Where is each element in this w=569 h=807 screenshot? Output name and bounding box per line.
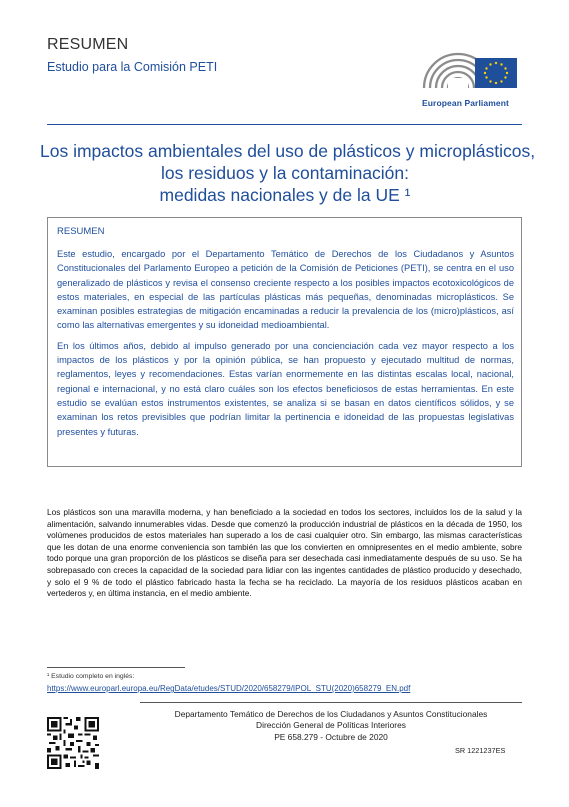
footer-directorate: Dirección General de Políticas Interiores <box>256 720 406 731</box>
title-line-3: medidas nacionales y de la UE ¹ <box>159 185 411 205</box>
abstract-paragraph-2: En los últimos años, debido al impulso generado por una concienciación cada vez mayor respecto a los impactos de los plásticos y por la opinión pública, se han propuesto y ejecutado multitud de normas, reglamentos, leyes y recomendaciones. Estas varían enormemente en las distintas escalas local, nacional, regional e internacional, y no está claro cuáles son los efectos beneficiosos de estas herramientas. En este estudio se evalúan estos instrumentos existentes, se analiza si se basan en datos científicos sólidos, y se examinan los retos previsibles que podrían limitar la pertinencia e idoneidad de las propuestas legislativas presentes y futuras. <box>57 340 514 437</box>
full-study-link[interactable]: https://www.europarl.europa.eu/RegData/etudes/STUD/2020/658279/IPOL_STU(2020)658279_EN.pdf <box>47 684 411 693</box>
document-reference-code: SR 1221237ES <box>455 746 506 755</box>
logo-label: European Parliament <box>422 98 509 108</box>
footer-divider <box>140 702 522 703</box>
document-type-label: RESUMEN <box>47 36 129 53</box>
title-line-1: Los impactos ambientales del uso de plásticos y microplásticos, <box>40 141 536 161</box>
footer-department: Departamento Temático de Derechos de los Ciudadanos y Asuntos Constitucionales <box>174 709 488 719</box>
footer-info <box>140 709 522 743</box>
abstract-heading: RESUMEN <box>57 226 105 237</box>
qr-code-icon <box>47 717 99 769</box>
footnote-divider <box>47 667 185 668</box>
abstract-box <box>47 217 522 467</box>
document-title <box>40 140 536 206</box>
header-divider <box>47 124 522 125</box>
document-subtitle: Estudio para la Comisión PETI <box>47 60 218 74</box>
footer-reference-date: PE 658.279 - Octubre de 2020 <box>274 731 388 742</box>
abstract-paragraph-1: Este estudio, encargado por el Departamento Temático de Derechos de los Ciudadanos y Asuntos Constitucionales del Parlamento Europeo a petición de la Comisión de Peticiones (PETI), se centra en el uso generalizado de plásticos y revisa el consenso creciente respecto a los posibles impactos ecotoxicológicos de estos materiales, en especial de las partículas plásticas más pequeñas, denominadas microplásticos. Se examinan posibles estrategias de mitigación encaminadas a reducir la prevalencia de los (micro)plásticos, así como las alternativas emergentes y su idoneidad medioambiental. <box>57 249 514 331</box>
title-line-2: los residuos y la contaminación: <box>160 163 410 183</box>
body-paragraph: Los plásticos son una maravilla moderna, y han beneficiado a la sociedad en todos los sectores, incluidos los de la salud y la alimentación, salvando innumerables vidas. Desde que comenzó la producción industrial de plásticos en la década de 1950, los volúmenes producidos de estos materiales han superado a los de casi cualquier otro. Sin embargo, las mismas características que les dotan de una enorme conveniencia son también las que los convierten en omnipresentes en el medio ambiente, sobre todo porque una gran proporción de los plásticos se diseña para ser desechada casi inmediatamente después de su uso. Se ha sobrepasado con creces la capacidad de la sociedad para lidiar con las ingentes cantidades de plástico producido y desechado, y solo el 9 % de todo el plástico fabricado hasta la fecha se ha reciclado. La mayoría de los residuos plásticos acaban en vertederos y, en última instancia, en el medio ambiente. <box>47 507 522 599</box>
footnote-label: ¹ Estudio completo en inglés: <box>47 673 135 680</box>
